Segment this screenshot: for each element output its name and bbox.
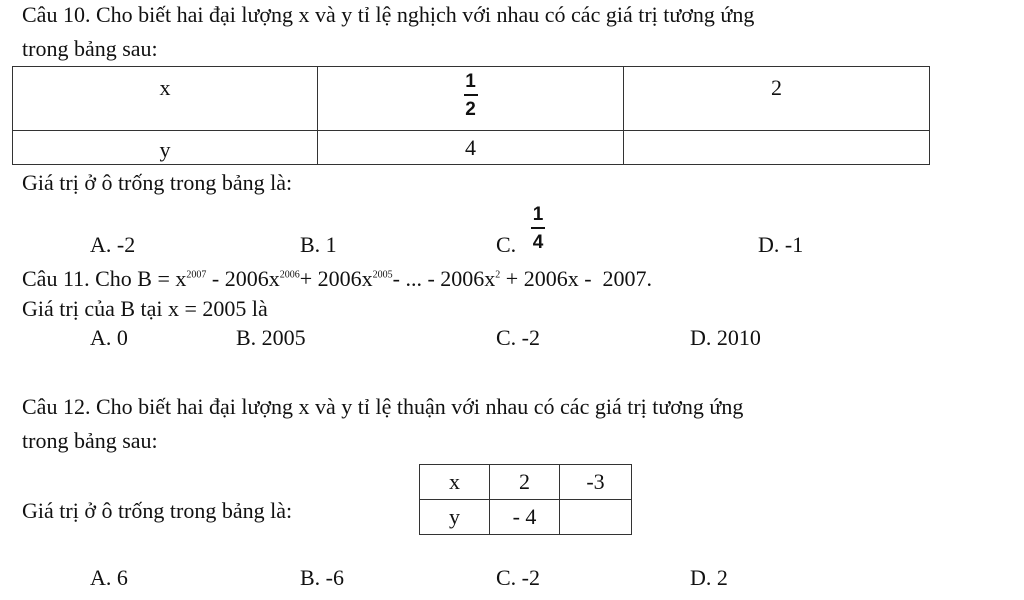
q10-answer-c-numerator: 1	[532, 204, 544, 225]
q11-prefix: Câu 11. Cho B = x	[22, 266, 187, 291]
q10-fraction-half-numerator: 1	[465, 71, 476, 92]
q11-answer-c: C. -2	[496, 325, 540, 350]
q10-x-label: x	[159, 75, 171, 100]
q11-exp1: 2007	[186, 269, 207, 281]
q10-x-value-2: 2	[771, 75, 782, 100]
q11-term2: - 2006x	[206, 266, 280, 291]
q11-exp4: 2	[495, 269, 501, 281]
q12-y-label: y	[449, 504, 460, 529]
q12-x-value-1: 2	[519, 469, 530, 494]
q12-line1: Câu 12. Cho biết hai đại lượng x và y tỉ lệ thuận với nhau có các giá trị tương ứng	[22, 394, 744, 419]
q10-table-row-x	[13, 67, 930, 131]
q12-x-value-2: -3	[586, 469, 605, 494]
q10-answer-c-fraction	[531, 205, 545, 252]
q10-prompt: Giá trị ở ô trống trong bảng là:	[22, 170, 293, 195]
q10-answer-c-denominator: 4	[532, 232, 544, 253]
q10-answer-d: D. -1	[758, 232, 804, 257]
q11-exp2: 2006	[279, 269, 300, 281]
fraction-bar	[464, 94, 478, 96]
q10-fraction-half-denominator: 2	[465, 99, 476, 120]
q10-table	[12, 66, 930, 165]
q11-answer-b: B. 2005	[236, 325, 306, 350]
q10-answer-c-prefix: C.	[496, 232, 517, 257]
q10-table-row-y	[13, 131, 930, 165]
q11-term4: - ... - 2006x	[392, 266, 496, 291]
q12-answer-c: C. -2	[496, 565, 540, 590]
q12-prompt: Giá trị ở ô trống trong bảng là:	[22, 498, 293, 523]
q12-table-row-y	[420, 500, 632, 535]
q10-y-label: y	[159, 137, 171, 162]
q12-y-value-1: - 4	[512, 504, 537, 529]
q10-answer-b: B. 1	[300, 232, 337, 257]
q11-expression	[22, 268, 652, 290]
q12-answer-a: A. 6	[90, 565, 128, 590]
q10-answer-a: A. -2	[90, 232, 136, 257]
q10-line2: trong bảng sau:	[22, 36, 158, 61]
q11-exp3: 2005	[372, 269, 393, 281]
q10-y-value-1: 4	[465, 135, 476, 160]
q12-answer-b: B. -6	[300, 565, 344, 590]
q12-x-label: x	[449, 469, 460, 494]
q12-table-row-x	[420, 465, 632, 500]
fraction-bar	[531, 227, 545, 229]
q11-term5: + 2006x - 2007.	[500, 266, 653, 291]
q10-line1: Câu 10. Cho biết hai đại lượng x và y tỉ lệ nghịch với nhau có các giá trị tương ứng	[22, 2, 755, 27]
q10-fraction-half	[464, 72, 478, 119]
q11-line2: Giá trị của B tại x = 2005 là	[22, 296, 268, 321]
q12-line2: trong bảng sau:	[22, 428, 158, 453]
q11-answer-a: A. 0	[90, 325, 128, 350]
q11-term3: + 2006x	[299, 266, 373, 291]
q12-answer-d: D. 2	[690, 565, 728, 590]
q12-table	[419, 464, 632, 535]
q11-answer-d: D. 2010	[690, 325, 761, 350]
